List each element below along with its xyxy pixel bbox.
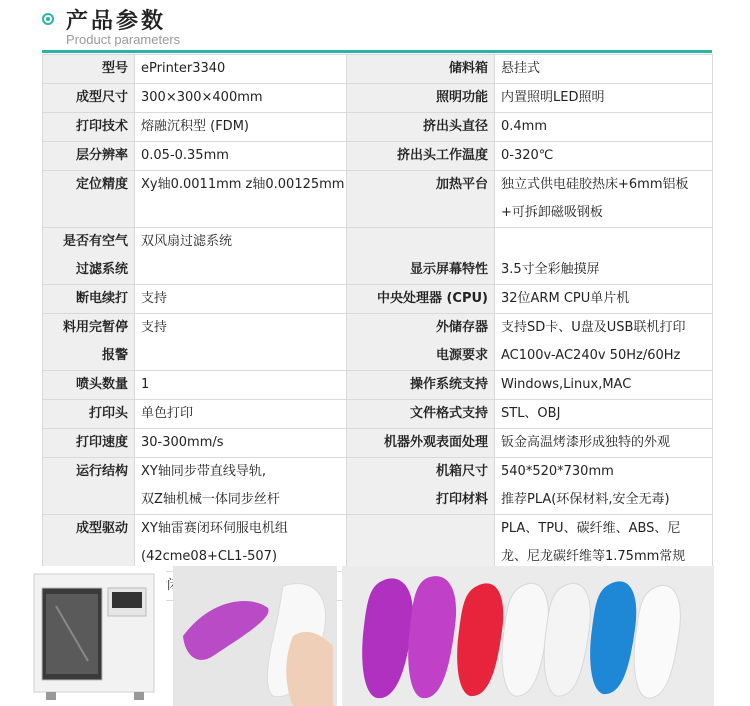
spec-value: 推荐PLA(环保材料,安全无毒) (501, 492, 670, 507)
spec-value-cell (495, 458, 713, 515)
spec-label: 挤出头直径 (422, 119, 488, 134)
section-subtitle: Product parameters (66, 32, 181, 47)
spec-label: 打印技术 (75, 119, 128, 134)
spec-value-cell (495, 228, 713, 285)
spec-value: +可拆卸磁吸钢板 (501, 205, 603, 220)
spec-label-cell (347, 142, 495, 171)
spec-value: 熔融沉积型 (FDM) (141, 119, 249, 134)
spec-value-cell (495, 171, 713, 228)
spec-row (43, 458, 713, 515)
spec-value: AC100v-AC240v 50Hz/60Hz (501, 348, 681, 363)
spec-value: PLA、TPU、碳纤维、ABS、尼 (501, 521, 681, 536)
spec-label-cell (347, 84, 495, 113)
spec-value (501, 228, 708, 256)
spec-label: 是否有空气 (62, 234, 128, 249)
spec-value: 支持 (141, 291, 168, 306)
spec-label: 喷头数量 (75, 377, 128, 392)
spec-label: 机器外观表面处理 (383, 435, 488, 450)
spec-label-cell (43, 429, 135, 458)
spec-value-cell (135, 55, 347, 84)
spec-value-cell (135, 113, 347, 142)
section-title: 产品参数 (66, 9, 167, 34)
spec-label: 过滤系统 (75, 262, 128, 277)
spec-value (141, 342, 342, 370)
spec-label-cell (347, 371, 495, 400)
spec-value: 支持 (141, 320, 168, 335)
spec-label: 显示屏幕特性 (409, 262, 488, 277)
spec-value: Windows,Linux,MAC (501, 377, 632, 392)
spec-value-cell (495, 371, 713, 400)
spec-value: 540*520*730mm (501, 464, 614, 479)
spec-label: 储料箱 (448, 61, 488, 76)
spec-value-cell (135, 171, 347, 228)
spec-label-cell (347, 515, 495, 572)
spec-value-cell (495, 515, 713, 572)
spec-label: 操作系统支持 (409, 377, 488, 392)
spec-label-cell (43, 400, 135, 429)
spec-row (43, 285, 713, 314)
spec-row (43, 171, 713, 228)
spec-row (43, 371, 713, 400)
spec-value-cell (135, 371, 347, 400)
spec-value-cell (495, 400, 713, 429)
spec-label-cell (43, 84, 135, 113)
spec-value-cell (135, 314, 347, 371)
spec-label-cell (43, 142, 135, 171)
spec-value: 0.4mm (501, 119, 548, 134)
spec-label-cell (347, 458, 495, 515)
spec-value: 龙、尼龙碳纤维等1.75mm常规 (501, 549, 686, 564)
spec-value-cell (135, 400, 347, 429)
spec-label: 定位精度 (75, 177, 128, 192)
spec-label: 成型驱动 (75, 521, 128, 536)
spec-value: (42cme08+CL1-507) (141, 549, 278, 564)
spec-value: XY轴同步带直线导轨, (141, 464, 266, 479)
spec-label: 打印头 (88, 406, 128, 421)
spec-value-cell (135, 429, 347, 458)
spec-value-cell (495, 55, 713, 84)
spec-label-cell (347, 171, 495, 228)
spec-value-cell (135, 515, 347, 572)
spec-label: 电源要求 (435, 348, 488, 363)
spec-value-cell (495, 429, 713, 458)
spec-value-cell (495, 314, 713, 371)
spec-label-cell (347, 228, 495, 285)
spec-row (43, 84, 713, 113)
spec-value: 300×300×400mm (141, 90, 263, 105)
spec-row (43, 113, 713, 142)
spec-label-cell (43, 285, 135, 314)
spec-row (43, 142, 713, 171)
spec-label: 机箱尺寸 (435, 464, 488, 479)
spec-row (43, 400, 713, 429)
spec-value: XY轴雷赛闭环伺服电机组 (141, 521, 288, 536)
insoles-photo (342, 566, 714, 706)
spec-value: 钣金高温烤漆形成独特的外观 (501, 435, 671, 450)
spec-value-cell (135, 228, 347, 285)
spec-label: 照明功能 (435, 90, 488, 105)
spec-label: 层分辨率 (75, 148, 128, 163)
spec-value-cell (495, 113, 713, 142)
spec-label (351, 515, 488, 543)
spec-table (42, 54, 713, 601)
spec-row (43, 429, 713, 458)
spec-value-cell (495, 142, 713, 171)
spec-label: 中央处理器 (CPU) (376, 291, 488, 306)
spec-value: 1 (141, 377, 150, 392)
spec-label-cell (43, 371, 135, 400)
spec-label-cell (347, 429, 495, 458)
spec-label-cell (347, 400, 495, 429)
spec-label-cell (347, 314, 495, 371)
spec-row (43, 314, 713, 371)
section-bullet-icon (42, 13, 54, 25)
header-divider (42, 50, 712, 53)
spec-value: STL、OBJ (501, 406, 561, 421)
spec-value: 内置照明LED照明 (501, 90, 605, 105)
spec-label: 报警 (101, 348, 128, 363)
spec-label: 打印材料 (435, 492, 488, 507)
spec-value: 30-300mm/s (141, 435, 224, 450)
spec-label-cell (43, 515, 135, 572)
spec-value: 32位ARM CPU单片机 (501, 291, 630, 306)
spec-value: 悬挂式 (501, 61, 541, 76)
spec-value (141, 256, 342, 284)
spec-value: ePrinter3340 (141, 61, 226, 76)
spec-label-cell (347, 113, 495, 142)
spec-value-cell (135, 458, 347, 515)
insole-hand-photo (173, 566, 337, 706)
spec-label (351, 228, 488, 256)
spec-value: Xy轴0.0011mm z轴0.00125mm (141, 177, 345, 192)
spec-row (43, 515, 713, 572)
spec-label: 断电续打 (75, 291, 128, 306)
spec-label-cell (43, 171, 135, 228)
spec-label-cell (347, 285, 495, 314)
spec-value-cell (495, 285, 713, 314)
spec-label: 文件格式支持 (409, 406, 488, 421)
spec-value-cell (135, 285, 347, 314)
spec-value-cell (135, 84, 347, 113)
spec-label: 型号 (101, 61, 128, 76)
spec-row (43, 55, 713, 84)
spec-label: 挤出头工作温度 (396, 148, 488, 163)
printer-photo (26, 566, 166, 706)
spec-label: 打印速度 (75, 435, 128, 450)
spec-value-cell (495, 84, 713, 113)
spec-row (43, 228, 713, 285)
spec-label: 加热平台 (435, 177, 488, 192)
product-photos (0, 566, 750, 706)
spec-value: 双Z轴机械一体同步丝杆 (141, 492, 280, 507)
spec-label: 运行结构 (75, 464, 128, 479)
section-header (0, 0, 750, 52)
spec-label-cell (43, 113, 135, 142)
spec-value: 3.5寸全彩触摸屏 (501, 262, 600, 277)
spec-label-cell (43, 314, 135, 371)
spec-value: 0.05-0.35mm (141, 148, 229, 163)
spec-label-cell (43, 55, 135, 84)
spec-value: 双风扇过滤系统 (141, 234, 233, 249)
spec-value: 支持SD卡、U盘及USB联机打印 (501, 320, 686, 335)
spec-value: 单色打印 (141, 406, 194, 421)
spec-label-cell (43, 458, 135, 515)
spec-label: 料用完暂停 (62, 320, 128, 335)
spec-label-cell (43, 228, 135, 285)
spec-value: 0-320℃ (501, 148, 554, 163)
spec-label-cell (347, 55, 495, 84)
spec-value-cell (135, 142, 347, 171)
spec-label: 成型尺寸 (75, 90, 128, 105)
spec-label: 外储存器 (435, 320, 488, 335)
spec-value: 独立式供电硅胶热床+6mm铝板 (501, 177, 689, 192)
